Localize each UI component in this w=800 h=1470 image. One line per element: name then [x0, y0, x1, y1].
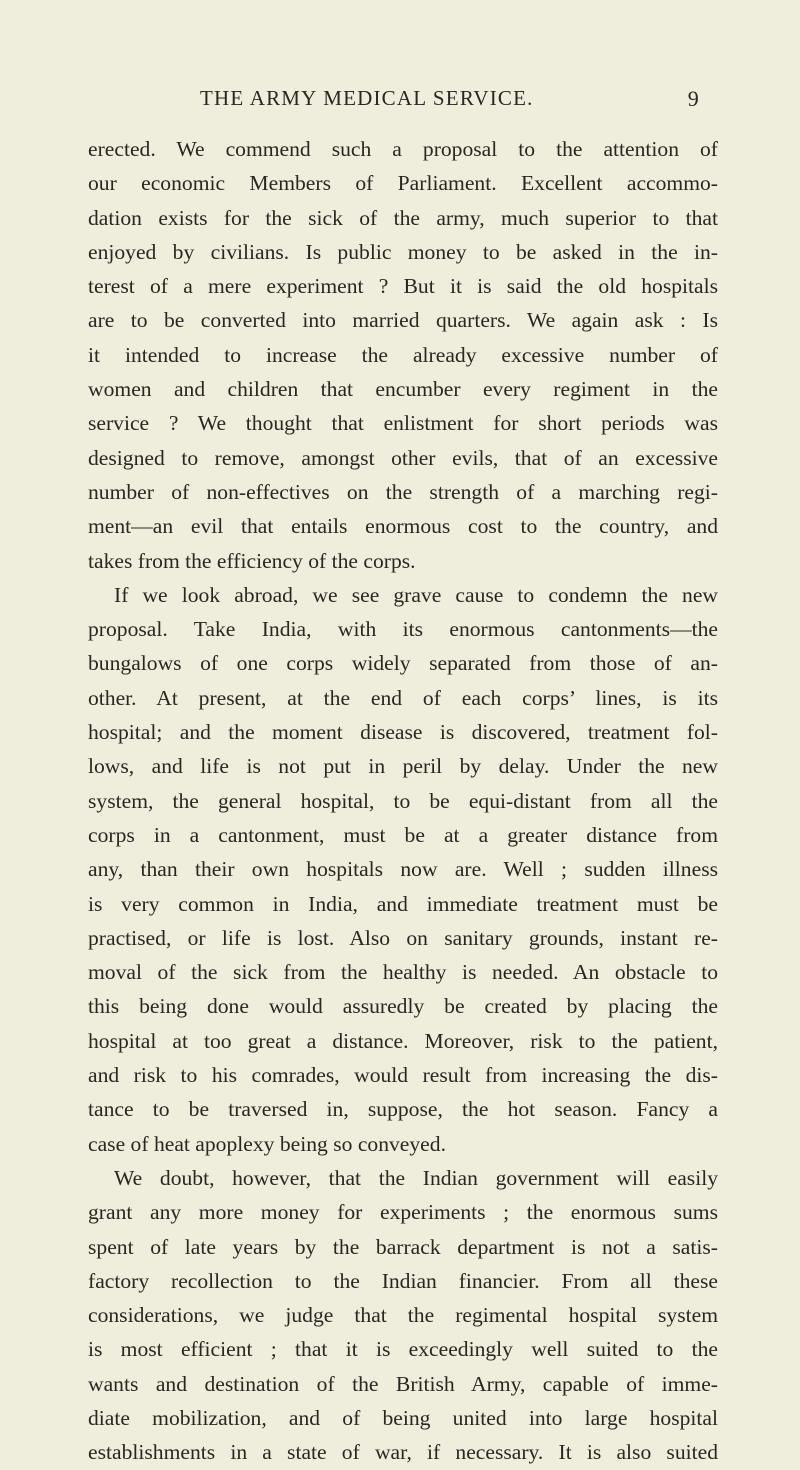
text-line: practised, or life is lost. Also on sanitary grounds, instant re-	[88, 925, 718, 950]
text-line: considerations, we judge that the regimental hospital system	[88, 1303, 718, 1328]
text-line: takes from the efficiency of the corps.	[88, 548, 416, 573]
text-line: erected. We commend such a proposal to the attention of	[88, 137, 718, 161]
text-line: our economic Members of Parliament. Excellent accommo-	[88, 171, 718, 196]
body-text	[88, 132, 718, 1470]
text-line: and risk to his comrades, would result from increasing the dis-	[88, 1063, 718, 1088]
text-line: hospital; and the moment disease is discovered, treatment fol-	[88, 720, 718, 745]
text-line: bungalows of one corps widely separated from those of an-	[88, 651, 718, 676]
text-line: wants and destination of the British Army, capable of imme-	[88, 1371, 718, 1396]
text-line: tance to be traversed in, suppose, the hot season. Fancy a	[88, 1097, 718, 1122]
text-line: designed to remove, amongst other evils, that of an excessive	[88, 445, 718, 470]
text-line: women and children that encumber every regiment in the	[88, 377, 718, 402]
text-line: other. At present, at the end of each corps’ lines, is its	[88, 685, 718, 710]
text-line: lows, and life is not put in peril by delay. Under the new	[88, 754, 718, 779]
text-line: factory recollection to the Indian financier. From all these	[88, 1268, 718, 1293]
text-line: diate mobilization, and of being united into large hospital	[88, 1405, 718, 1430]
text-line: this being done would assuredly be created by placing the	[88, 994, 718, 1019]
text-line: is very common in India, and immediate treatment must be	[88, 891, 718, 916]
running-title: THE ARMY MEDICAL SERVICE.	[200, 86, 534, 110]
text-line: terest of a mere experiment ? But it is said the old hospitals	[88, 274, 718, 299]
text-line: system, the general hospital, to be equi-distant from all the	[88, 788, 718, 813]
text-line: corps in a cantonment, must be at a greater distance from	[88, 822, 718, 847]
text-line: grant any more money for experiments ; the enormous sums	[88, 1200, 718, 1225]
paragraph-start-line: We doubt, however, that the Indian government will easily	[114, 1165, 718, 1190]
text-line: case of heat apoplexy being so conveyed.	[88, 1131, 446, 1156]
text-line: is most efficient ; that it is exceedingly well suited to the	[88, 1337, 718, 1362]
text-line: number of non-effectives on the strength of a marching regi-	[88, 479, 718, 504]
text-line: spent of late years by the barrack department is not a satis-	[88, 1234, 718, 1259]
page-number: 9	[687, 86, 700, 111]
text-line: moval of the sick from the healthy is needed. An obstacle to	[88, 960, 718, 985]
text-line: service ? We thought that enlistment for short periods was	[88, 411, 718, 436]
paragraph-start-line: If we look abroad, we see grave cause to condemn the new	[114, 582, 718, 607]
text-line: it intended to increase the already excessive number of	[88, 342, 718, 367]
text-line: any, than their own hospitals now are. Well ; sudden illness	[88, 857, 718, 882]
running-head	[200, 86, 700, 111]
text-line: proposal. Take India, with its enormous cantonments—the	[88, 617, 718, 642]
text-line: hospital at too great a distance. Moreover, risk to the patient,	[88, 1028, 718, 1053]
text-line: are to be converted into married quarters. We again ask : Is	[88, 308, 718, 333]
text-line: enjoyed by civilians. Is public money to be asked in the in-	[88, 239, 718, 264]
text-line: dation exists for the sick of the army, much superior to that	[88, 205, 718, 230]
text-line: ment—an evil that entails enormous cost to the country, and	[88, 514, 718, 539]
text-line: establishments in a state of war, if necessary. It is also suited	[88, 1440, 718, 1465]
